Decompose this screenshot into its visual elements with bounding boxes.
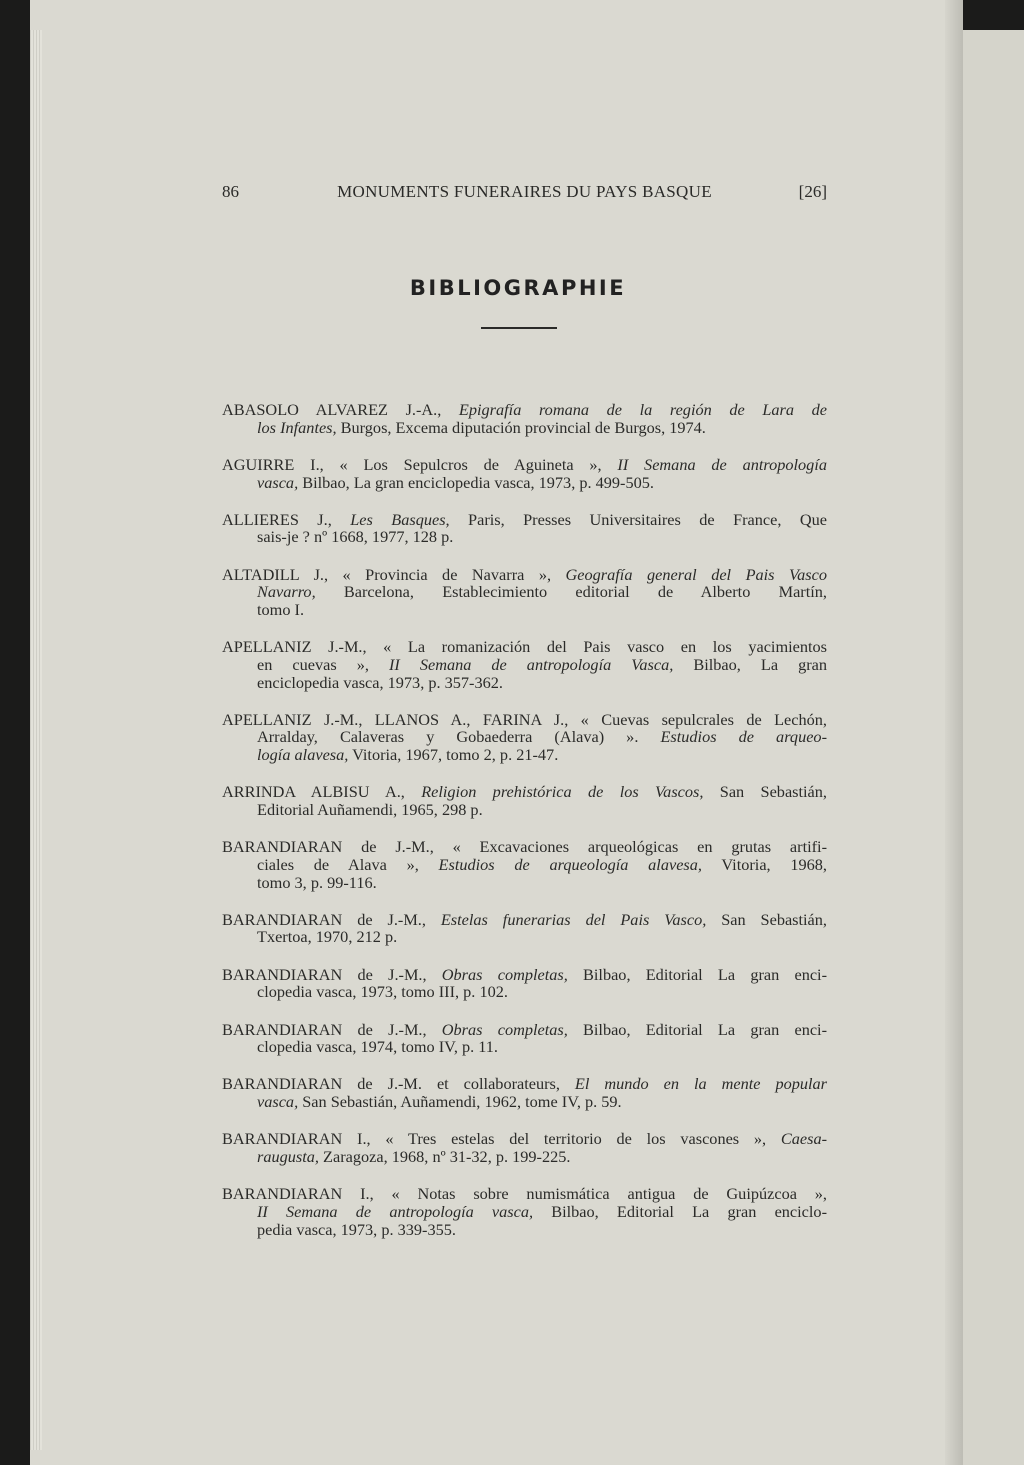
citation-text: tomo 3, p. 99-116. <box>257 872 377 892</box>
bibliography-entry <box>222 1185 827 1238</box>
citation-text: Txertoa, 1970, 212 p. <box>257 927 398 947</box>
italic-title-text: Obras completas, <box>441 1019 568 1039</box>
entry-line <box>222 783 827 801</box>
italic-title-text: Les Basques, <box>350 509 450 529</box>
entry-line <box>222 456 827 474</box>
citation-text: clopedia vasca, 1973, tomo III, p. 102. <box>257 982 508 1002</box>
citation-text: AGUIRRE I., « Los Sepulcros de Aguineta », <box>222 454 618 474</box>
entry-line <box>222 638 827 656</box>
entry-line <box>222 401 827 419</box>
entry-line <box>222 1038 827 1056</box>
citation-text: APELLANIZ J.-M., « La romanización del Pais vasco en los yacimientos <box>222 637 827 657</box>
entry-line <box>222 874 827 892</box>
citation-text: Bilbao, Editorial La gran enciclo- <box>533 1201 827 1221</box>
citation-text: ABASOLO ALVAREZ J.-A., <box>222 400 459 419</box>
entry-line <box>222 711 827 729</box>
citation-text: Arralday, Calaveras y Gobaederra (Alava) ». <box>257 727 661 747</box>
entry-line <box>222 674 827 692</box>
entry-line <box>222 1148 827 1166</box>
citation-text: San Sebastián, <box>703 782 827 802</box>
italic-title-text: Epigrafía romana de la región de Lara de <box>458 400 827 419</box>
entry-line <box>222 1130 827 1148</box>
bibliography-entry <box>222 638 827 691</box>
entry-line <box>222 1075 827 1093</box>
citation-text: Bilbao, Editorial La gran enci- <box>567 1019 828 1039</box>
entry-line <box>222 511 827 529</box>
page-edges <box>30 30 42 1450</box>
italic-title-text: Obras completas, <box>441 964 568 984</box>
bibliography-entry <box>222 1021 827 1056</box>
bibliography-entry <box>222 911 827 946</box>
citation-text: ALTADILL J., « Provincia de Navarra », <box>222 564 566 584</box>
section-number: [26] <box>798 182 827 201</box>
italic-title-text: raugusta, <box>257 1146 319 1166</box>
citation-text: Zaragoza, 1968, nº 31-32, p. 199-225. <box>318 1146 571 1166</box>
citation-text: Bilbao, La gran <box>673 654 827 674</box>
italic-title-text: II Semana de antropología Vasca, <box>388 654 674 674</box>
entry-line <box>222 728 827 746</box>
citation-text: ALLIERES J., <box>222 509 351 529</box>
citation-text: APELLANIZ J.-M., LLANOS A., FARINA J., « Cuevas sepulcrales de Lechón, <box>222 709 827 729</box>
entry-line <box>222 601 827 619</box>
citation-text: BARANDIARAN de J.-M., « Excavaciones arqueológicas en grutas artifi- <box>222 837 827 857</box>
entry-line <box>222 566 827 584</box>
citation-text: BARANDIARAN I., « Tres estelas del territorio de los vascones », <box>222 1129 781 1149</box>
entry-line <box>222 656 827 674</box>
italic-title-text: los Infantes, <box>257 417 337 437</box>
entry-line <box>222 1221 827 1239</box>
entry-line <box>222 928 827 946</box>
entry-line <box>222 528 827 546</box>
entry-line <box>222 746 827 764</box>
italic-title-text: logía alavesa, <box>257 745 349 765</box>
entry-line <box>222 1185 827 1203</box>
citation-text: Vitoria, 1968, <box>701 854 827 874</box>
italic-title-text: Religion prehistórica de los Vascos, <box>421 782 704 802</box>
running-title: MONUMENTS FUNERAIRES DU PAYS BASQUE <box>337 182 712 201</box>
bibliography-entry <box>222 1130 827 1165</box>
citation-text: BARANDIARAN de J.-M., <box>222 909 441 929</box>
entry-line <box>222 1093 827 1111</box>
bibliography-entry <box>222 511 827 546</box>
citation-text: Vitoria, 1967, tomo 2, p. 21-47. <box>348 745 559 765</box>
entry-line <box>222 419 827 437</box>
citation-text: sais-je ? nº 1668, 1977, 128 p. <box>257 527 454 547</box>
heading-rule <box>481 327 557 329</box>
bibliography-entry <box>222 456 827 491</box>
bibliography-entry <box>222 783 827 818</box>
entry-line <box>222 911 827 929</box>
italic-title-text: Estelas funerarias del Pais Vasco, <box>440 909 707 929</box>
citation-text: enciclopedia vasca, 1973, p. 357-362. <box>257 672 503 692</box>
italic-title-text: Navarro, <box>257 582 316 602</box>
italic-title-text: Estudios de arqueología alavesa, <box>438 854 702 874</box>
entry-line <box>222 966 827 984</box>
citation-text: ARRINDA ALBISU A., <box>222 782 422 802</box>
citation-text: BARANDIARAN de J.-M., <box>222 1019 442 1039</box>
bibliography-list <box>222 401 827 1258</box>
citation-text: BARANDIARAN de J.-M. et collaborateurs, <box>222 1074 575 1094</box>
italic-title-text: Estudios de arqueo- <box>660 727 827 747</box>
book-gutter <box>945 0 963 1465</box>
italic-title-text: II Semana de antropología <box>617 454 827 474</box>
entry-line <box>222 583 827 601</box>
facing-page-edge <box>963 30 1024 1465</box>
italic-title-text: Geografía general del Pais Vasco <box>565 564 827 584</box>
citation-text: San Sebastián, <box>706 909 827 929</box>
entry-line <box>222 474 827 492</box>
section-heading: BIBLIOGRAPHIE <box>409 276 627 300</box>
bibliography-entry <box>222 401 827 436</box>
citation-text: Barcelona, Establecimiento editorial de Alberto Martín, <box>315 582 827 602</box>
citation-text: tomo I. <box>257 600 305 619</box>
italic-title-text: vasca, <box>257 1092 299 1112</box>
italic-title-text: Caesa- <box>780 1129 827 1149</box>
bibliography-entry <box>222 711 827 764</box>
entry-line <box>222 1021 827 1039</box>
citation-text: San Sebastián, Auñamendi, 1962, tome IV, p. 59. <box>298 1092 622 1112</box>
italic-title-text: vasca, <box>257 472 299 492</box>
entry-line <box>222 801 827 819</box>
italic-title-text: El mundo en la mente popular <box>574 1074 828 1094</box>
citation-text: Editorial Auñamendi, 1965, 298 p. <box>257 800 483 819</box>
italic-title-text: II Semana de antropología vasca, <box>257 1201 534 1221</box>
entry-line <box>222 856 827 874</box>
entry-line <box>222 1203 827 1221</box>
page-number: 86 <box>222 182 239 201</box>
citation-text: en cuevas », <box>257 654 389 674</box>
citation-text: Burgos, Excema diputación provincial de Burgos, 1974. <box>336 417 706 437</box>
citation-text: ciales de Alava », <box>257 854 439 874</box>
citation-text: clopedia vasca, 1974, tomo IV, p. 11. <box>257 1037 499 1057</box>
citation-text: Paris, Presses Universitaires de France, Que <box>449 509 827 529</box>
entry-line <box>222 983 827 1001</box>
running-header <box>222 182 827 204</box>
bibliography-entry <box>222 838 827 891</box>
citation-text: BARANDIARAN de J.-M., <box>222 964 442 984</box>
bibliography-entry <box>222 1075 827 1110</box>
citation-text: Bilbao, La gran enciclopedia vasca, 1973, p. 499-505. <box>298 472 654 492</box>
bibliography-entry <box>222 966 827 1001</box>
citation-text: pedia vasca, 1973, p. 339-355. <box>257 1219 456 1239</box>
bibliography-entry <box>222 566 827 619</box>
citation-text: Bilbao, Editorial La gran enci- <box>567 964 828 984</box>
entry-line <box>222 838 827 856</box>
citation-text: BARANDIARAN I., « Notas sobre numismática antigua de Guipúzcoa », <box>222 1184 827 1204</box>
